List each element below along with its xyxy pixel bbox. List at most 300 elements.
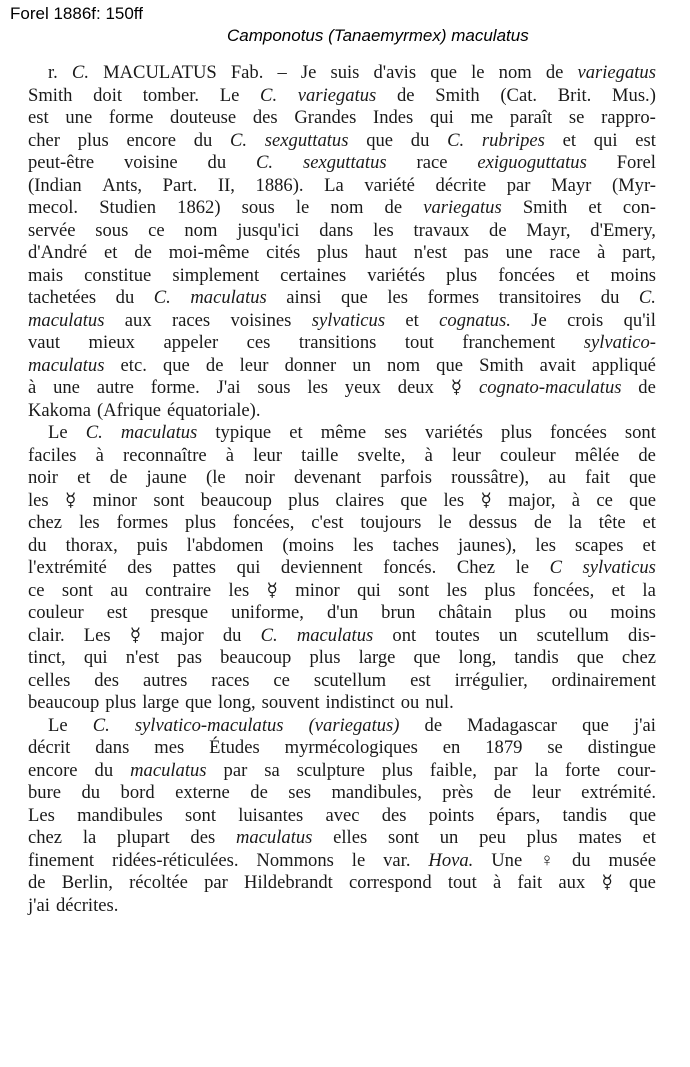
- word: des: [94, 669, 120, 691]
- word: ses: [288, 782, 312, 803]
- word: formes: [427, 287, 480, 308]
- word: long,: [458, 647, 497, 668]
- word: aux: [558, 872, 586, 893]
- word: par: [493, 759, 518, 781]
- word: ☿: [64, 489, 77, 511]
- word: du: [94, 759, 114, 781]
- word: large: [142, 692, 180, 713]
- word: Le: [48, 422, 68, 443]
- word: races: [171, 309, 211, 331]
- word: beaucoup: [220, 647, 292, 668]
- word: suis: [330, 62, 360, 83]
- word: plus: [77, 129, 109, 151]
- word: minor: [92, 489, 138, 511]
- word: Le: [219, 84, 240, 106]
- text-line: [28, 400, 656, 423]
- body-text: [28, 62, 656, 917]
- word: qui: [357, 579, 381, 601]
- word: bord: [120, 782, 155, 803]
- word: du: [410, 129, 430, 151]
- word: les: [535, 534, 556, 556]
- word: les: [352, 534, 374, 556]
- word: des: [381, 804, 407, 826]
- word: plus: [309, 647, 341, 668]
- word: race: [416, 152, 448, 173]
- word: jaune: [146, 467, 187, 488]
- word: rubripes: [481, 129, 545, 151]
- word: à: [95, 444, 104, 466]
- word: mêlée: [574, 444, 620, 466]
- word: et: [611, 579, 626, 601]
- text-line: [28, 310, 656, 333]
- word: du: [193, 129, 213, 151]
- word: qui: [83, 647, 108, 668]
- word: plus: [105, 692, 137, 713]
- word: sexguttatus: [302, 152, 387, 173]
- text-line: [28, 512, 656, 535]
- word: haut: [364, 242, 397, 263]
- word: décrit: [28, 737, 71, 758]
- word: (moins: [282, 534, 334, 556]
- word: le: [515, 557, 530, 578]
- text-line: [28, 107, 656, 130]
- word: décrites.: [55, 894, 119, 916]
- word: et: [103, 242, 118, 263]
- word: l'abdomen: [186, 534, 264, 556]
- word: moins: [610, 264, 656, 286]
- word: vaut: [28, 332, 61, 353]
- text-line: [28, 130, 656, 153]
- word: luisantes: [238, 804, 304, 826]
- word: des: [252, 107, 278, 128]
- word: Hildebrandt: [244, 872, 333, 893]
- word: plus: [446, 264, 478, 286]
- word: taille: [301, 444, 339, 466]
- text-line: [28, 62, 656, 85]
- word: 1886).: [255, 174, 304, 196]
- word: de: [250, 782, 268, 803]
- word: sa: [264, 759, 280, 781]
- word: sont: [61, 579, 93, 601]
- word: transitoires: [498, 287, 582, 308]
- word: toutes: [435, 624, 480, 646]
- word: sylvaticus: [311, 309, 386, 331]
- word: de: [109, 467, 128, 488]
- word: par: [204, 872, 228, 893]
- word: j'ai: [633, 714, 656, 736]
- text-line: [28, 760, 656, 783]
- word: brun: [381, 602, 416, 623]
- word: par: [223, 759, 248, 781]
- word: major,: [508, 489, 556, 511]
- word: à: [225, 444, 235, 466]
- word: le: [351, 849, 366, 871]
- text-line: [28, 737, 656, 760]
- word: tandis: [514, 647, 559, 668]
- word: musée: [608, 849, 656, 871]
- word: et: [77, 467, 91, 488]
- word: deviennent: [280, 557, 363, 578]
- word: tout: [447, 872, 477, 893]
- word: le: [471, 62, 485, 83]
- word: mieux: [88, 332, 135, 353]
- word: ☿: [480, 489, 492, 511]
- word: (Afrique: [97, 399, 162, 421]
- word: claires: [335, 489, 385, 511]
- word: de: [638, 377, 656, 398]
- text-line: [28, 332, 656, 355]
- word: de: [384, 197, 403, 218]
- word: deux: [397, 377, 434, 398]
- text-line: [28, 782, 656, 805]
- text-line: [28, 242, 656, 265]
- word: C.: [260, 624, 278, 646]
- word: Grandes: [294, 107, 357, 128]
- word: que: [162, 354, 190, 376]
- word: major: [160, 624, 204, 646]
- word: du: [81, 782, 101, 803]
- text-line: [28, 580, 656, 603]
- word: une: [53, 377, 80, 398]
- word: sous: [257, 377, 291, 398]
- word: chez: [621, 647, 656, 668]
- word: certaines: [280, 264, 347, 286]
- word: d'avis: [373, 62, 417, 83]
- word: donner: [284, 354, 337, 376]
- word: sylvaticus: [582, 557, 656, 578]
- word: C.: [260, 84, 278, 106]
- word: encore: [28, 759, 78, 781]
- word: avec: [325, 804, 360, 826]
- word: une: [65, 107, 93, 128]
- word: ordinairement: [551, 669, 656, 691]
- word: indistinct: [325, 692, 395, 713]
- word: qu'il: [623, 309, 656, 331]
- word: ou: [400, 692, 420, 713]
- word: maculatus: [120, 422, 198, 443]
- word: et: [562, 129, 577, 151]
- word: ses: [384, 422, 407, 443]
- word: crois: [567, 309, 604, 331]
- word: douteuse: [170, 107, 237, 128]
- word: d'Emery,: [590, 219, 656, 241]
- word: leur: [239, 354, 269, 376]
- word: irrégulier,: [454, 669, 528, 691]
- word: cher: [28, 129, 60, 151]
- word: tomber.: [142, 84, 200, 106]
- word: Études: [209, 737, 260, 758]
- word: maculatus: [235, 827, 313, 848]
- word: Hova.: [428, 849, 474, 871]
- word: jusqu'ici: [237, 219, 300, 241]
- text-line: [28, 670, 656, 693]
- word: ces: [246, 332, 271, 353]
- word: cognatus.: [439, 309, 511, 331]
- text-line: [28, 602, 656, 625]
- word: ce: [273, 669, 290, 691]
- word: C.: [153, 287, 171, 308]
- word: con-: [622, 197, 656, 218]
- word: par: [506, 174, 531, 196]
- word: simplement: [172, 264, 260, 286]
- word: fait: [517, 872, 543, 893]
- word: ☿: [450, 377, 463, 398]
- word: tandis: [562, 804, 607, 826]
- word: paraît: [509, 107, 553, 128]
- text-line: [28, 85, 656, 108]
- word: moi-même: [168, 242, 250, 263]
- word: Brit.: [557, 84, 592, 106]
- word: (Myr-: [611, 174, 656, 196]
- word: variegatus: [423, 197, 502, 218]
- word: un: [498, 624, 518, 646]
- word: et: [576, 264, 590, 286]
- word: cités: [266, 242, 301, 263]
- word: mais: [28, 264, 64, 286]
- word: travaux: [413, 219, 470, 241]
- word: la: [568, 512, 582, 533]
- word: presque: [150, 602, 209, 623]
- word: que: [366, 129, 394, 151]
- word: thorax,: [65, 534, 118, 556]
- word: qui: [593, 129, 618, 151]
- word: est: [635, 129, 656, 151]
- word: au: [548, 467, 566, 488]
- word: mandibules: [77, 804, 163, 826]
- word: que: [185, 692, 212, 713]
- text-line: [28, 265, 656, 288]
- word: contraire: [145, 579, 212, 601]
- word: C: [549, 557, 562, 578]
- word: ont: [392, 624, 417, 646]
- word: les: [78, 512, 100, 533]
- word: foncées: [550, 422, 607, 443]
- word: n'est: [125, 647, 160, 668]
- word: taches: [392, 534, 440, 556]
- word: récoltée: [129, 872, 188, 893]
- word: elles: [333, 827, 368, 848]
- word: celles: [28, 669, 71, 691]
- word: du: [222, 624, 242, 646]
- word: variétés: [367, 264, 426, 286]
- word: que: [582, 714, 609, 736]
- word: nom: [498, 62, 532, 83]
- word: points: [428, 804, 475, 826]
- word: Fab.: [230, 62, 264, 83]
- word: maculatus: [190, 287, 267, 308]
- word: avait: [539, 354, 576, 376]
- word: C.: [230, 129, 248, 151]
- word: du: [28, 534, 47, 556]
- word: que: [629, 872, 656, 893]
- word: Les: [28, 804, 55, 826]
- word: races: [211, 669, 250, 691]
- word: autres: [142, 669, 188, 691]
- taxon-name: Camponotus (Tanaemyrmex) maculatus: [227, 26, 529, 45]
- word: pas: [463, 242, 489, 263]
- word: tout: [404, 332, 434, 353]
- text-line: [28, 692, 656, 715]
- word: sont: [185, 804, 216, 826]
- word: servée: [28, 219, 76, 241]
- word: se: [547, 737, 563, 758]
- word: les: [228, 579, 250, 601]
- word: autre: [96, 377, 134, 398]
- word: que: [340, 287, 368, 308]
- word: extrémité.: [581, 782, 656, 803]
- word: Part.: [162, 174, 198, 196]
- word: J'ai: [216, 377, 241, 398]
- word: var.: [383, 849, 411, 871]
- word: qui: [430, 107, 454, 128]
- word: Studien: [99, 197, 157, 218]
- word: ou: [568, 602, 588, 623]
- word: Je: [531, 309, 547, 331]
- word: voisine: [123, 152, 178, 173]
- word: l'extrémité: [28, 557, 107, 578]
- word: plus: [484, 579, 516, 601]
- word: décrite: [435, 174, 487, 196]
- word: puis: [136, 534, 168, 556]
- word: de: [396, 84, 415, 106]
- word: ☿: [266, 579, 278, 601]
- word: rappro-: [601, 107, 656, 128]
- reference-citation: Forel 1886f: 150ff: [10, 4, 143, 23]
- word: C.: [71, 62, 89, 83]
- word: de: [534, 512, 552, 533]
- word: leur: [451, 444, 481, 466]
- word: sont: [398, 579, 430, 601]
- word: encore: [126, 129, 176, 151]
- word: nul.: [425, 692, 454, 713]
- word: foncés.: [383, 557, 437, 578]
- word: long,: [217, 692, 256, 713]
- word: qui: [236, 557, 261, 578]
- word: de: [424, 714, 443, 736]
- word: que: [400, 489, 428, 511]
- word: Madagascar: [467, 714, 557, 736]
- word: correspond: [349, 872, 432, 893]
- word: sont: [624, 422, 656, 443]
- word: aux: [124, 309, 152, 331]
- word: jaunes),: [458, 534, 517, 556]
- word: dis-: [628, 624, 656, 646]
- word: mecol.: [28, 197, 79, 218]
- word: c'est: [311, 512, 344, 533]
- word: (Cat.: [500, 84, 538, 106]
- word: équatoriale).: [167, 399, 261, 421]
- word: et: [405, 309, 419, 331]
- word: sous: [95, 219, 129, 241]
- word: même: [320, 422, 367, 443]
- word: peu: [479, 827, 506, 848]
- word: plus: [500, 422, 532, 443]
- word: nom: [330, 197, 364, 218]
- word: constitue: [84, 264, 152, 286]
- word: épars,: [496, 804, 541, 826]
- word: doit: [93, 84, 123, 106]
- word: Je: [300, 62, 317, 83]
- word: uniforme,: [231, 602, 304, 623]
- word: maculatus: [28, 354, 105, 376]
- word: la: [534, 759, 548, 781]
- word: est: [410, 669, 431, 691]
- word: à: [492, 872, 502, 893]
- word: ♀: [540, 849, 555, 871]
- word: ce: [148, 219, 165, 241]
- word: que: [629, 467, 656, 488]
- word: variétés: [425, 422, 483, 443]
- word: chez: [28, 827, 63, 848]
- word: leur: [531, 782, 561, 803]
- word: foncées: [498, 264, 555, 286]
- word: pas: [177, 647, 202, 668]
- word: mandibules,: [331, 782, 422, 803]
- word: un: [439, 827, 459, 848]
- word: Smith: [28, 84, 73, 106]
- word: les: [446, 579, 468, 601]
- word: plus: [381, 759, 413, 781]
- word: part,: [622, 242, 656, 263]
- word: à: [571, 489, 581, 511]
- text-line: [28, 490, 656, 513]
- word: la: [82, 827, 97, 848]
- text-line: [28, 355, 656, 378]
- word: ☿: [129, 624, 142, 646]
- text-line: [28, 445, 656, 468]
- word: foncées,: [532, 579, 595, 601]
- word: les: [373, 219, 394, 241]
- text-line: [28, 197, 656, 220]
- word: que: [430, 62, 458, 83]
- text-line: [28, 467, 656, 490]
- word: tête: [598, 512, 626, 533]
- word: châtain: [438, 602, 492, 623]
- word: race: [549, 242, 581, 263]
- word: et: [642, 827, 656, 848]
- word: et: [588, 197, 602, 218]
- word: que: [629, 489, 656, 511]
- word: dans: [319, 219, 354, 241]
- word: ce: [28, 579, 45, 601]
- word: au: [110, 579, 128, 601]
- word: finement: [28, 849, 95, 871]
- word: Smith: [435, 84, 480, 106]
- word: ce: [596, 489, 613, 511]
- word: est: [106, 602, 128, 623]
- word: transitions: [298, 332, 377, 353]
- word: une: [505, 242, 533, 263]
- word: que: [436, 354, 464, 376]
- word: (variegatus): [308, 714, 400, 736]
- word: Une: [491, 849, 523, 871]
- word: scutellum: [536, 624, 609, 646]
- word: variété: [364, 174, 415, 196]
- text-line: [28, 895, 656, 918]
- word: Les: [83, 624, 111, 646]
- word: noir: [244, 467, 275, 488]
- word: beaucoup: [200, 489, 272, 511]
- word: Mayr,: [526, 219, 571, 241]
- word: Indes: [373, 107, 414, 128]
- word: svelte,: [357, 444, 406, 466]
- word: roussâtre),: [451, 467, 530, 488]
- word: moins: [610, 602, 656, 623]
- word: MACULATUS: [103, 62, 217, 83]
- word: formes: [116, 512, 169, 533]
- word: à: [28, 377, 37, 398]
- word: 1862): [177, 197, 221, 218]
